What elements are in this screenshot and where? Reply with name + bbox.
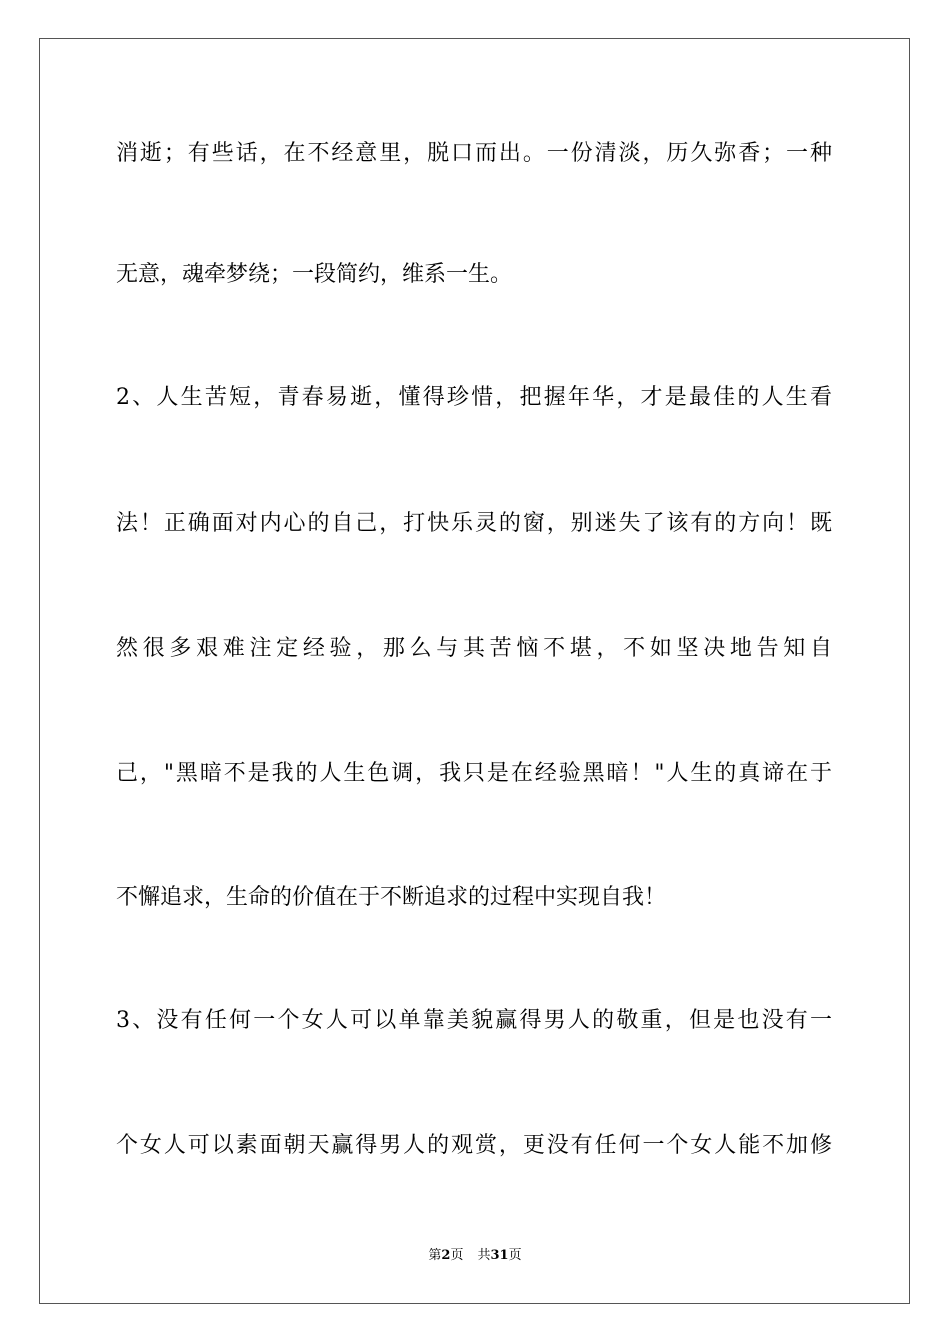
page-suffix: 页	[450, 1248, 464, 1263]
page-prefix: 第	[428, 1248, 442, 1263]
body-line: 2、人生苦短，青春易逝，懂得珍惜，把握年华，才是最佳的人生看	[116, 385, 832, 410]
body-line: 不懈追求，生命的价值在于不断追求的过程中实现自我！	[116, 885, 667, 910]
body-line: 无意，魂牵梦绕；一段简约，维系一生。	[116, 262, 513, 287]
body-line: 消逝；有些话，在不经意里，脱口而出。一份清淡，历久弥香；一种	[116, 141, 832, 166]
total-prefix: 共	[477, 1248, 491, 1263]
total-pages: 31	[490, 1248, 509, 1263]
body-line: 然很多艰难注定经验，那么与其苦恼不堪，不如坚决地告知自	[116, 636, 832, 661]
body-line: 法！正确面对内心的自己，打快乐灵的窗，别迷失了该有的方向！既	[116, 511, 832, 536]
total-suffix: 页	[508, 1248, 522, 1263]
page-number: 2	[441, 1248, 451, 1263]
body-line: 3、没有任何一个女人可以单靠美貌赢得男人的敬重，但是也没有一	[116, 1008, 832, 1033]
body-line: 个女人可以素面朝天赢得男人的观赏，更没有任何一个女人能不加修	[116, 1133, 832, 1158]
body-line: 己，"黑暗不是我的人生色调，我只是在经验黑暗！"人生的真谛在于	[116, 761, 832, 786]
page-footer	[0, 1247, 950, 1265]
